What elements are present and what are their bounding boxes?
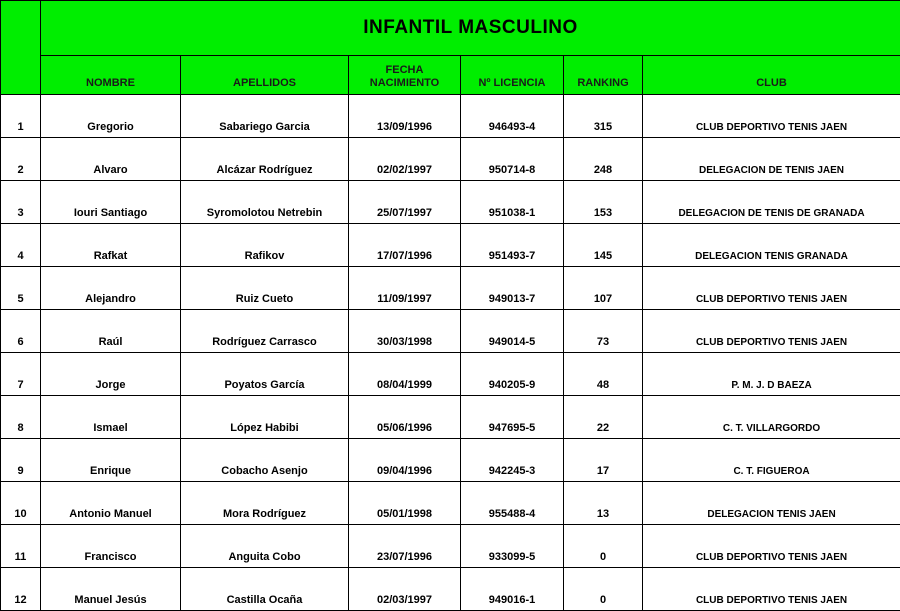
cell-apellidos: Poyatos García (181, 353, 349, 396)
cell-licencia: 949014-5 (461, 310, 564, 353)
table-title: INFANTIL MASCULINO (41, 1, 900, 56)
cell-fecha: 08/04/1999 (349, 353, 461, 396)
row-number: 5 (1, 267, 41, 310)
cell-fecha: 23/07/1996 (349, 525, 461, 568)
header-apellidos: APELLIDOS (181, 56, 349, 95)
cell-licencia: 942245-3 (461, 439, 564, 482)
cell-apellidos: López Habibi (181, 396, 349, 439)
cell-club: CLUB DEPORTIVO TENIS JAEN (643, 95, 900, 138)
cell-fecha: 02/02/1997 (349, 138, 461, 181)
corner-cell (1, 1, 41, 95)
cell-fecha: 05/01/1998 (349, 482, 461, 525)
cell-nombre: Raúl (41, 310, 181, 353)
row-number: 12 (1, 568, 41, 611)
row-number: 4 (1, 224, 41, 267)
table-row (1, 396, 900, 439)
row-number: 9 (1, 439, 41, 482)
table-row (1, 568, 900, 611)
table-row (1, 439, 900, 482)
table-row (1, 224, 900, 267)
row-number: 2 (1, 138, 41, 181)
table-row (1, 310, 900, 353)
cell-ranking: 0 (564, 525, 643, 568)
cell-club: DELEGACION DE TENIS JAEN (643, 138, 900, 181)
row-number: 7 (1, 353, 41, 396)
cell-nombre: Manuel Jesús (41, 568, 181, 611)
header-fecha-line1: FECHA (349, 64, 460, 77)
cell-apellidos: Ruiz Cueto (181, 267, 349, 310)
cell-licencia: 947695-5 (461, 396, 564, 439)
cell-licencia: 949013-7 (461, 267, 564, 310)
cell-nombre: Enrique (41, 439, 181, 482)
title-row (1, 1, 900, 56)
cell-club: CLUB DEPORTIVO TENIS JAEN (643, 568, 900, 611)
cell-fecha: 17/07/1996 (349, 224, 461, 267)
header-row (1, 56, 900, 95)
cell-licencia: 940205-9 (461, 353, 564, 396)
row-number: 6 (1, 310, 41, 353)
cell-apellidos: Rafikov (181, 224, 349, 267)
header-nombre: NOMBRE (41, 56, 181, 95)
row-number: 1 (1, 95, 41, 138)
table-row (1, 181, 900, 224)
cell-nombre: Gregorio (41, 95, 181, 138)
row-number: 3 (1, 181, 41, 224)
table-row (1, 138, 900, 181)
cell-fecha: 05/06/1996 (349, 396, 461, 439)
cell-club: P. M. J. D BAEZA (643, 353, 900, 396)
cell-fecha: 09/04/1996 (349, 439, 461, 482)
cell-licencia: 950714-8 (461, 138, 564, 181)
cell-apellidos: Anguita Cobo (181, 525, 349, 568)
header-club: CLUB (643, 56, 900, 95)
cell-apellidos: Mora Rodríguez (181, 482, 349, 525)
header-fecha-line2: NACIMIENTO (349, 77, 460, 90)
cell-ranking: 315 (564, 95, 643, 138)
cell-ranking: 0 (564, 568, 643, 611)
cell-nombre: Francisco (41, 525, 181, 568)
cell-club: CLUB DEPORTIVO TENIS JAEN (643, 267, 900, 310)
cell-apellidos: Castilla Ocaña (181, 568, 349, 611)
cell-apellidos: Rodríguez Carrasco (181, 310, 349, 353)
cell-ranking: 13 (564, 482, 643, 525)
table-row (1, 353, 900, 396)
cell-fecha: 02/03/1997 (349, 568, 461, 611)
row-number: 8 (1, 396, 41, 439)
cell-apellidos: Syromolotou Netrebin (181, 181, 349, 224)
cell-ranking: 22 (564, 396, 643, 439)
cell-nombre: Antonio Manuel (41, 482, 181, 525)
cell-ranking: 73 (564, 310, 643, 353)
cell-fecha: 13/09/1996 (349, 95, 461, 138)
table-row (1, 482, 900, 525)
cell-club: CLUB DEPORTIVO TENIS JAEN (643, 310, 900, 353)
cell-club: C. T. VILLARGORDO (643, 396, 900, 439)
cell-nombre: Jorge (41, 353, 181, 396)
cell-nombre: Alvaro (41, 138, 181, 181)
table-row (1, 95, 900, 138)
cell-club: C. T. FIGUEROA (643, 439, 900, 482)
table-row (1, 267, 900, 310)
cell-licencia: 949016-1 (461, 568, 564, 611)
cell-apellidos: Alcázar Rodríguez (181, 138, 349, 181)
header-ranking: RANKING (564, 56, 643, 95)
cell-fecha: 25/07/1997 (349, 181, 461, 224)
header-fecha (349, 56, 461, 95)
cell-nombre: Rafkat (41, 224, 181, 267)
table-row (1, 525, 900, 568)
cell-licencia: 951493-7 (461, 224, 564, 267)
cell-club: CLUB DEPORTIVO TENIS JAEN (643, 525, 900, 568)
cell-ranking: 17 (564, 439, 643, 482)
cell-licencia: 933099-5 (461, 525, 564, 568)
cell-apellidos: Cobacho Asenjo (181, 439, 349, 482)
cell-fecha: 30/03/1998 (349, 310, 461, 353)
header-licencia: Nº LICENCIA (461, 56, 564, 95)
cell-nombre: Iouri Santiago (41, 181, 181, 224)
cell-nombre: Ismael (41, 396, 181, 439)
cell-ranking: 48 (564, 353, 643, 396)
row-number: 11 (1, 525, 41, 568)
cell-ranking: 145 (564, 224, 643, 267)
cell-club: DELEGACION TENIS GRANADA (643, 224, 900, 267)
cell-nombre: Alejandro (41, 267, 181, 310)
cell-ranking: 107 (564, 267, 643, 310)
cell-ranking: 248 (564, 138, 643, 181)
cell-licencia: 955488-4 (461, 482, 564, 525)
cell-ranking: 153 (564, 181, 643, 224)
cell-fecha: 11/09/1997 (349, 267, 461, 310)
cell-apellidos: Sabariego Garcia (181, 95, 349, 138)
row-number: 10 (1, 482, 41, 525)
cell-club: DELEGACION TENIS JAEN (643, 482, 900, 525)
cell-licencia: 951038-1 (461, 181, 564, 224)
cell-licencia: 946493-4 (461, 95, 564, 138)
cell-club: DELEGACION DE TENIS DE GRANADA (643, 181, 900, 224)
